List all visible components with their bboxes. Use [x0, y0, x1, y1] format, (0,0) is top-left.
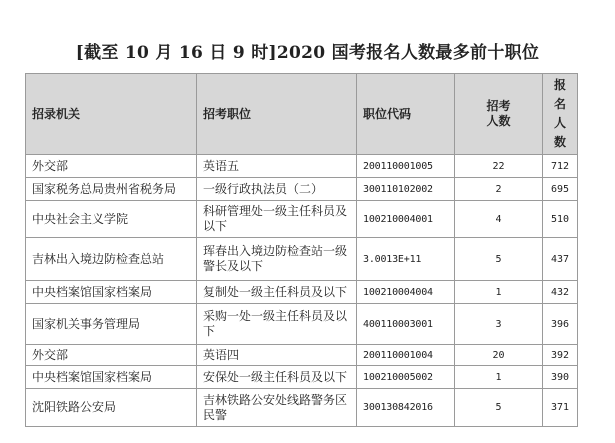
- cell-code: 300130842016: [357, 389, 455, 427]
- cell-code: 400110003001: [357, 304, 455, 345]
- cell-org: 吉林出入境边防检查总站: [26, 238, 197, 281]
- table-row: [26, 201, 578, 238]
- cell-org: 国家机关事务管理局: [26, 304, 197, 345]
- table-row: [26, 304, 578, 345]
- cell-quota: 5: [455, 389, 543, 427]
- cell-quota: 5: [455, 238, 543, 281]
- cell-code: 100210005002: [357, 366, 455, 389]
- cell-code: 200110001005: [357, 155, 455, 178]
- cell-applicants: 712: [543, 155, 578, 178]
- header-org: 招录机关: [26, 74, 197, 155]
- header-applicants: 报名人数: [543, 74, 578, 155]
- cell-applicants: 432: [543, 281, 578, 304]
- table-header-row: [26, 74, 578, 155]
- table-row: [26, 389, 578, 427]
- cell-org: 中央社会主义学院: [26, 201, 197, 238]
- cell-code: 100210004004: [357, 281, 455, 304]
- positions-table: [25, 73, 578, 427]
- table-row: [26, 178, 578, 201]
- cell-applicants: 390: [543, 366, 578, 389]
- table-row: [26, 238, 578, 281]
- cell-applicants: 437: [543, 238, 578, 281]
- cell-quota: 1: [455, 281, 543, 304]
- header-code: 职位代码: [357, 74, 455, 155]
- cell-quota: 1: [455, 366, 543, 389]
- cell-code: 300110102002: [357, 178, 455, 201]
- cell-quota: 2: [455, 178, 543, 201]
- table-row: [26, 281, 578, 304]
- table-row: [26, 345, 578, 366]
- cell-position: 珲春出入境边防检查站一级警长及以下: [197, 238, 357, 281]
- cell-applicants: 510: [543, 201, 578, 238]
- cell-quota: 20: [455, 345, 543, 366]
- cell-position: 安保处一级主任科员及以下: [197, 366, 357, 389]
- cell-org: 国家税务总局贵州省税务局: [26, 178, 197, 201]
- cell-applicants: 695: [543, 178, 578, 201]
- cell-quota: 22: [455, 155, 543, 178]
- header-quota: 招考人数: [455, 74, 543, 155]
- cell-position: 采购一处一级主任科员及以下: [197, 304, 357, 345]
- cell-code: 3.0013E+11: [357, 238, 455, 281]
- cell-applicants: 396: [543, 304, 578, 345]
- cell-org: 外交部: [26, 155, 197, 178]
- cell-position: 科研管理处一级主任科员及以下: [197, 201, 357, 238]
- table-row: [26, 155, 578, 178]
- cell-code: 200110001004: [357, 345, 455, 366]
- cell-quota: 4: [455, 201, 543, 238]
- cell-code: 100210004001: [357, 201, 455, 238]
- table-row: [26, 366, 578, 389]
- page-title: [截至 10 月 16 日 9 时]2020 国考报名人数最多前十职位: [75, 43, 540, 63]
- cell-applicants: 392: [543, 345, 578, 366]
- cell-org: 中央档案馆国家档案局: [26, 366, 197, 389]
- cell-position: 复制处一级主任科员及以下: [197, 281, 357, 304]
- cell-applicants: 371: [543, 389, 578, 427]
- cell-position: 一级行政执法员（二）: [197, 178, 357, 201]
- cell-org: 中央档案馆国家档案局: [26, 281, 197, 304]
- cell-quota: 3: [455, 304, 543, 345]
- cell-org: 外交部: [26, 345, 197, 366]
- cell-org: 沈阳铁路公安局: [26, 389, 197, 427]
- cell-position: 英语四: [197, 345, 357, 366]
- cell-position: 英语五: [197, 155, 357, 178]
- cell-position: 吉林铁路公安处线路警务区民警: [197, 389, 357, 427]
- header-position: 招考职位: [197, 74, 357, 155]
